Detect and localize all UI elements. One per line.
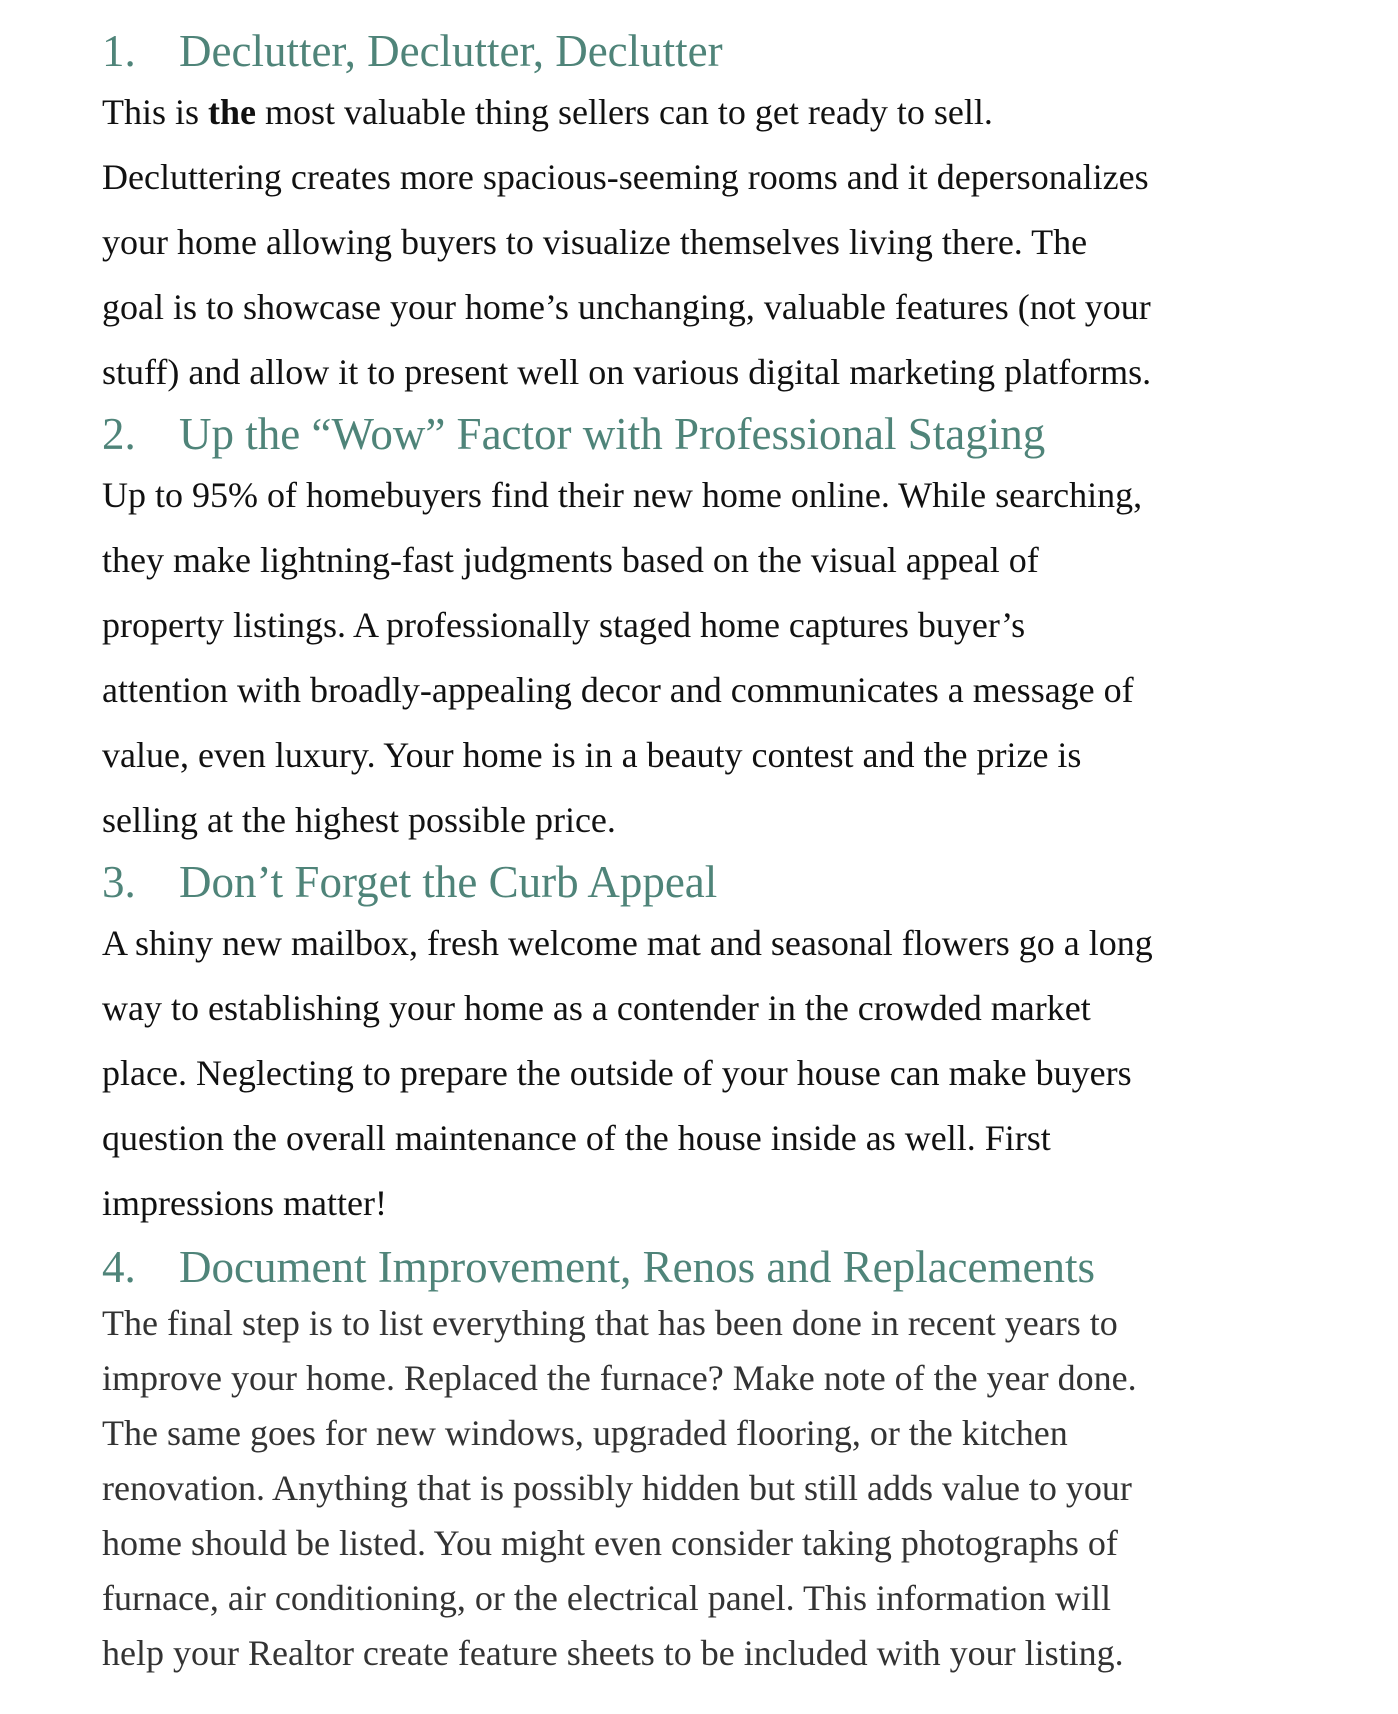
text-run: This is (102, 92, 209, 132)
paragraph-line (102, 80, 1372, 145)
paragraph-line: furnace, air conditioning, or the electrical panel. This information will (102, 1578, 1112, 1618)
paragraph-line: Up to 95% of homebuyers find their new home online. While searching, (102, 475, 1143, 515)
section-curb-appeal (102, 853, 1372, 1236)
section-paragraph (102, 1296, 1372, 1681)
section-paragraph (102, 80, 1372, 405)
paragraph-line: goal is to showcase your home’s unchanging, valuable features (not your (102, 287, 1151, 327)
paragraph-line: value, even luxury. Your home is in a beauty contest and the prize is (102, 735, 1082, 775)
paragraph-line: stuff) and allow it to present well on various digital marketing platforms. (102, 352, 1152, 392)
paragraph-line: property listings. A professionally staged home captures buyer’s (102, 605, 1026, 645)
section-number: 1. (102, 26, 136, 76)
paragraph-line: help your Realtor create feature sheets to be included with your listing. (102, 1633, 1124, 1673)
section-heading (102, 405, 1372, 463)
section-title: Up the “Wow” Factor with Professional Staging (179, 409, 1046, 459)
text-run: most valuable thing sellers can to get ready to sell. (256, 92, 993, 132)
section-heading (102, 1238, 1372, 1296)
paragraph-line: they make lightning-fast judgments based on the visual appeal of (102, 540, 1039, 580)
paragraph-line: your home allowing buyers to visualize themselves living there. The (102, 222, 1088, 262)
paragraph-line: The same goes for new windows, upgraded flooring, or the kitchen (102, 1413, 1068, 1453)
section-number: 3. (102, 857, 136, 907)
section-document-improvements (102, 1238, 1372, 1681)
section-paragraph (102, 911, 1372, 1236)
paragraph-line: impressions matter! (102, 1183, 387, 1223)
section-heading (102, 853, 1372, 911)
section-title: Don’t Forget the Curb Appeal (179, 857, 718, 907)
paragraph-line: way to establishing your home as a contender in the crowded market (102, 988, 1091, 1028)
section-heading (102, 22, 1372, 80)
paragraph-line: home should be listed. You might even consider taking photographs of (102, 1523, 1118, 1563)
paragraph-line: question the overall maintenance of the house inside as well. First (102, 1118, 1051, 1158)
section-number: 2. (102, 409, 136, 459)
paragraph-line: selling at the highest possible price. (102, 800, 616, 840)
paragraph-line: A shiny new mailbox, fresh welcome mat and seasonal flowers go a long (102, 923, 1153, 963)
section-staging (102, 405, 1372, 853)
section-paragraph (102, 463, 1372, 853)
document-page (102, 22, 1372, 1681)
paragraph-line: improve your home. Replaced the furnace? Make note of the year done. (102, 1358, 1137, 1398)
section-declutter (102, 22, 1372, 405)
bold-emphasis: the (208, 92, 257, 132)
paragraph-line: renovation. Anything that is possibly hidden but still adds value to your (102, 1468, 1132, 1508)
section-title: Declutter, Declutter, Declutter (179, 26, 723, 76)
paragraph-line: attention with broadly-appealing decor and communicates a message of (102, 670, 1134, 710)
paragraph-line: Decluttering creates more spacious-seeming rooms and it depersonalizes (102, 157, 1149, 197)
section-number: 4. (102, 1242, 136, 1292)
paragraph-line: place. Neglecting to prepare the outside of your house can make buyers (102, 1053, 1132, 1093)
section-title: Document Improvement, Renos and Replacements (179, 1242, 1095, 1292)
paragraph-line: The final step is to list everything that has been done in recent years to (102, 1303, 1118, 1343)
